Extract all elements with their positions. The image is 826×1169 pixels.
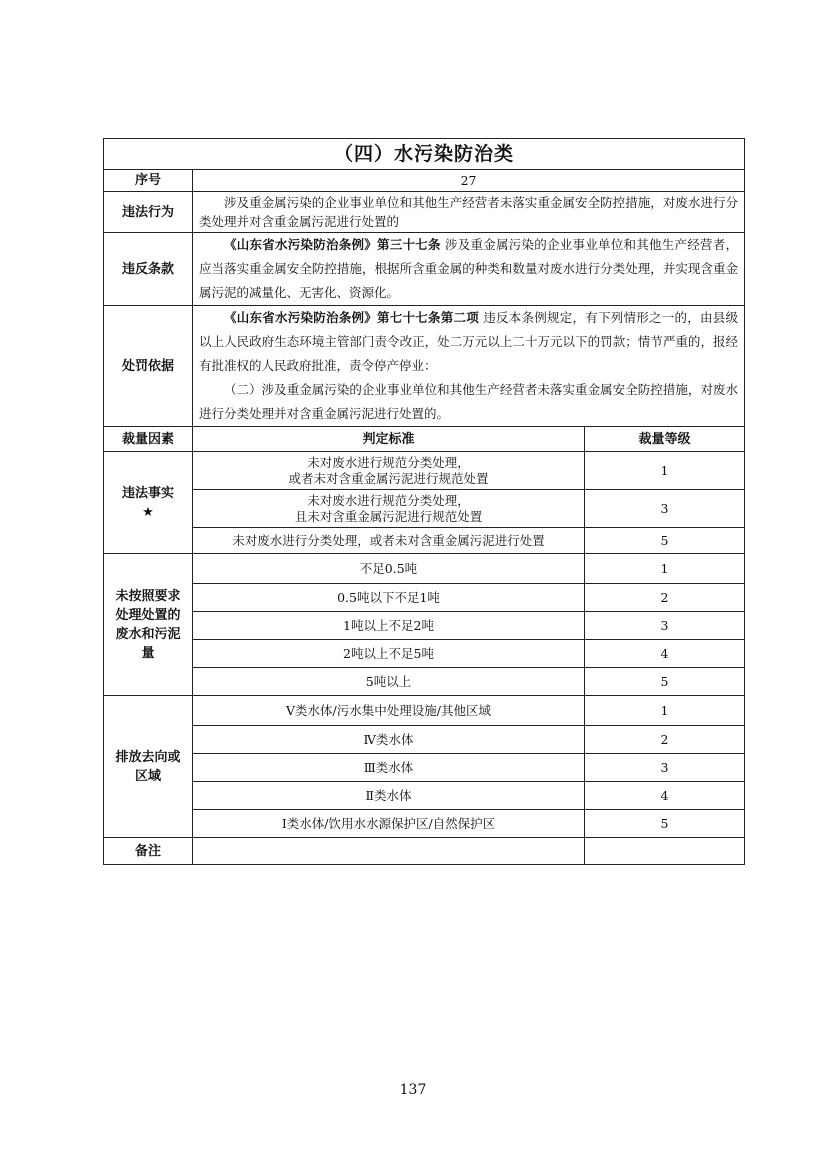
serial-label: 序号: [104, 170, 193, 192]
standard-cell: [193, 554, 585, 584]
penalty-item: （二）涉及重金属污染的企业事业单位和其他生产经营者未落实重金属安全防控措施，对废水进行分类处理并对含重金属污泥进行处置的。: [199, 382, 739, 421]
table-row: [104, 490, 745, 528]
table-row: [104, 668, 745, 696]
table-row: [104, 754, 745, 782]
standard-cell: [193, 782, 585, 810]
header-level: 裁量等级: [585, 427, 745, 452]
table-row: [104, 584, 745, 612]
standard-cell: [193, 528, 585, 554]
level-cell: 5: [585, 528, 745, 554]
page-number: 137: [399, 1082, 427, 1098]
level-cell: 3: [585, 612, 745, 640]
standard-line: 0.5吨以下不足1吨: [337, 589, 440, 605]
standard-line: Ⅲ类水体: [363, 759, 414, 775]
table-row: [104, 726, 745, 754]
standard-line: Ⅳ类水体: [363, 731, 414, 747]
factor-cell: [104, 452, 193, 554]
factor-label: 违法事实: [121, 485, 174, 501]
standard-cell: [193, 490, 585, 528]
standard-cell: [193, 640, 585, 668]
factor-label: 未按照要求处理处置的废水和污泥量: [115, 588, 181, 661]
standard-cell: [193, 668, 585, 696]
table-row: [104, 782, 745, 810]
violation-label: 违法行为: [104, 192, 193, 233]
remarks-level: [585, 838, 745, 865]
level-cell: 1: [585, 554, 745, 584]
standard-cell: [193, 810, 585, 838]
table-row: [104, 696, 745, 726]
standard-line: Ⅱ类水体: [365, 787, 412, 803]
level-cell: 4: [585, 782, 745, 810]
standard-line: 不足0.5吨: [359, 560, 418, 576]
clause-label: 违反条款: [104, 233, 193, 306]
standard-line: 且未对含重金属污泥进行规范处置: [294, 508, 483, 524]
standard-cell: [193, 726, 585, 754]
standard-cell: [193, 584, 585, 612]
table-row: [104, 640, 745, 668]
clause-text: 《山东省水污染防治条例》第三十七条 涉及重金属污染的企业事业单位和其他生产经营者，应当落实重金属安全防控措施，根据所含重金属的种类和数量对废水进行分类处理，并实现含重金属污泥的减量化、无害化、资源化。: [199, 237, 739, 300]
factor-label: 排放去向或区域: [115, 749, 181, 784]
standard-cell: [193, 754, 585, 782]
standard-line: Ⅰ类水体/饮用水水源保护区/自然保护区: [281, 815, 496, 831]
star-icon: ★: [142, 504, 154, 520]
header-standard: 判定标准: [193, 427, 585, 452]
factor-cell: [104, 696, 193, 838]
level-cell: 2: [585, 726, 745, 754]
penalty-text: 《山东省水污染防治条例》第七十七条第二项 违反本条例规定，有下列情形之一的，由县级以上人民政府生态环境主管部门责令改正，处二万元以上二十万元以下的罚款；情节严重的，报经有批准权的人民政府批准，责令停产停业：: [199, 310, 739, 373]
section-title: （四）水污染防治类: [104, 139, 745, 170]
table-row: [104, 554, 745, 584]
level-cell: 5: [585, 668, 745, 696]
table-row: [104, 528, 745, 554]
standard-line: 或者未对含重金属污泥进行规范处置: [288, 470, 489, 486]
standard-line: 未对废水进行规范分类处理，: [307, 492, 470, 508]
table-row: [104, 452, 745, 490]
header-factor: 裁量因素: [104, 427, 193, 452]
standard-cell: [193, 696, 585, 726]
standard-line: Ⅴ类水体/污水集中处理设施/其他区域: [286, 702, 491, 718]
standard-line: 未对废水进行分类处理，或者未对含重金属污泥进行处置: [232, 532, 545, 548]
standard-line: 2吨以上不足5吨: [343, 645, 434, 661]
serial-value: 27: [193, 170, 745, 192]
violation-text: 涉及重金属污染的企业事业单位和其他生产经营者未落实重金属安全防控措施，对废水进行分类处理并对含重金属污泥进行处置的: [199, 195, 739, 229]
level-cell: 2: [585, 584, 745, 612]
level-cell: 1: [585, 452, 745, 490]
level-cell: 5: [585, 810, 745, 838]
discretion-table: [103, 138, 745, 865]
level-cell: 1: [585, 696, 745, 726]
standard-line: 5吨以上: [365, 673, 412, 689]
standard-cell: [193, 452, 585, 490]
factor-cell: [104, 554, 193, 696]
level-cell: 3: [585, 754, 745, 782]
remarks-value: [193, 838, 585, 865]
table-row: [104, 612, 745, 640]
standard-line: 1吨以上不足2吨: [343, 617, 434, 633]
remarks-label: 备注: [104, 838, 193, 865]
table-row: [104, 810, 745, 838]
level-cell: 4: [585, 640, 745, 668]
level-cell: 3: [585, 490, 745, 528]
standard-line: 未对废水进行规范分类处理，: [307, 454, 470, 470]
standard-cell: [193, 612, 585, 640]
penalty-label: 处罚依据: [104, 306, 193, 427]
